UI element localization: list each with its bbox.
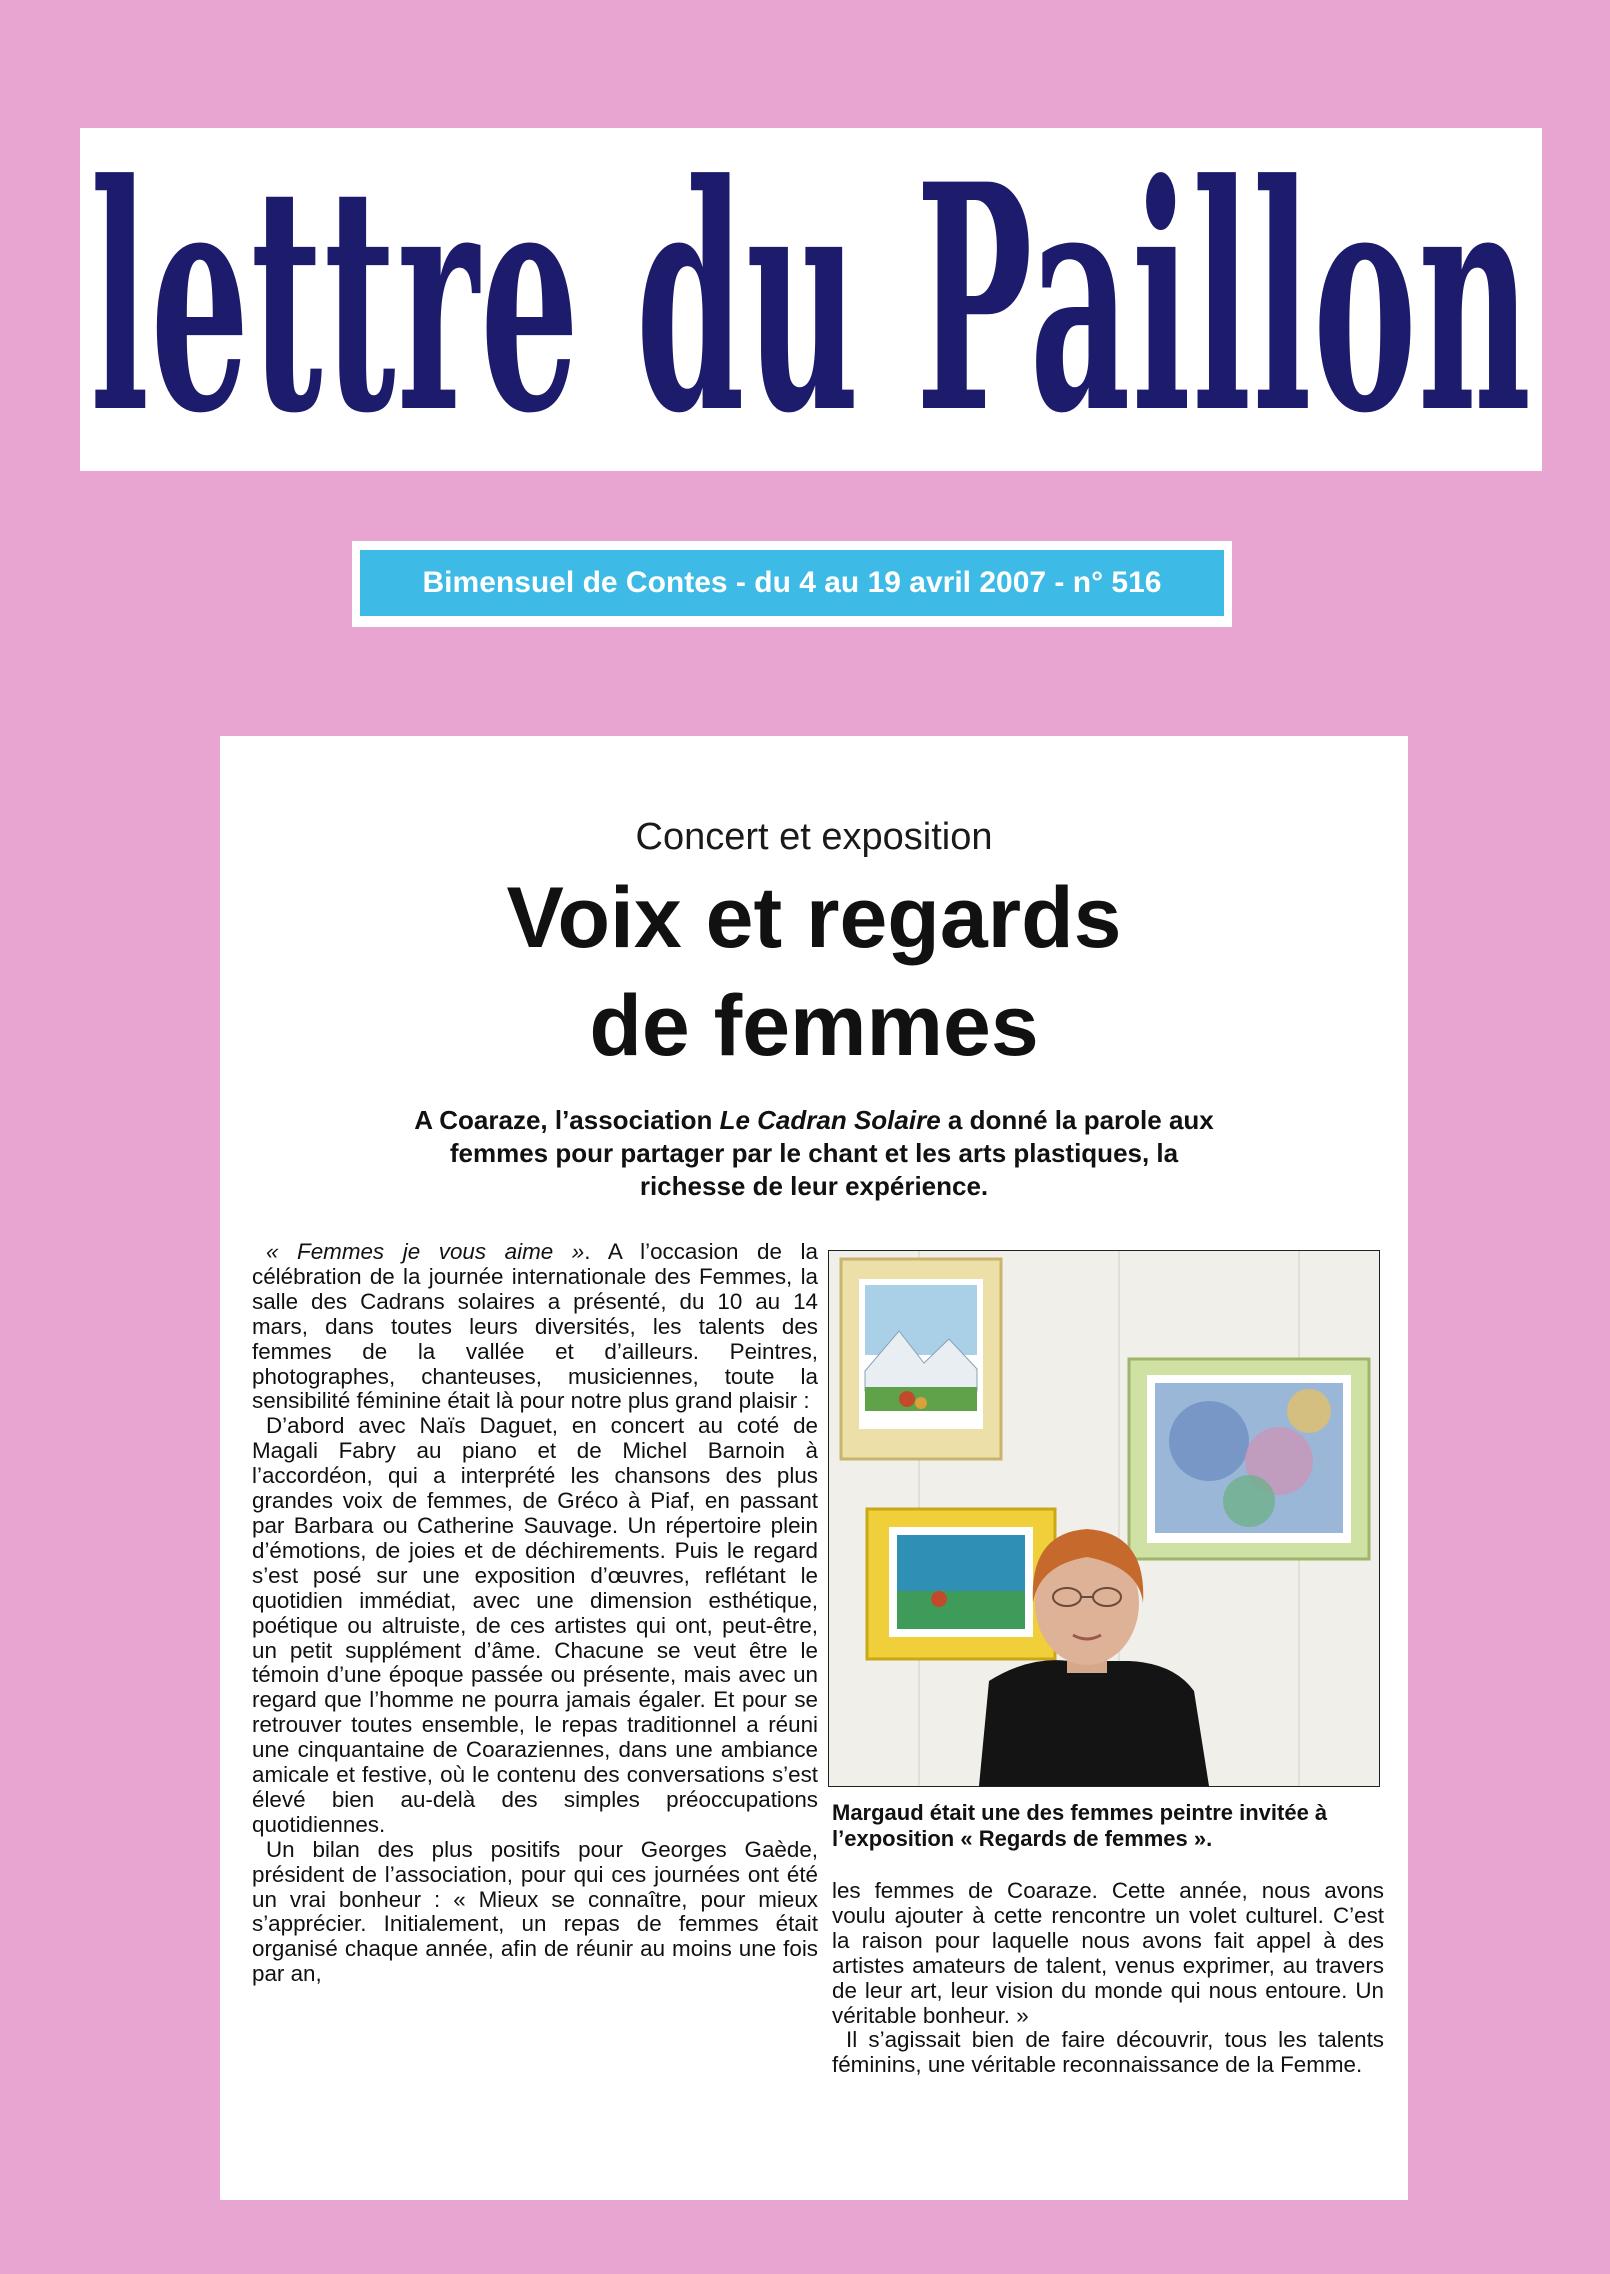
headline-line-1: Voix et regards <box>506 870 1122 966</box>
article-clipping <box>220 736 1408 2200</box>
paragraph-4: Il s’agissait bien de faire découvrir, tous les talents féminins, une véritable reconnaissance de la Femme. <box>832 2027 1384 2078</box>
paragraph-1 <box>252 1240 818 1414</box>
article-headline <box>220 864 1408 1080</box>
edition-band <box>360 550 1224 616</box>
article-lead <box>220 1104 1408 1203</box>
headline-line-2: de femmes <box>589 978 1039 1074</box>
lead-after: a donné la parole aux femmes pour partager par le chant et les arts plastiques, la richesse de leur expérience. <box>449 1105 1214 1201</box>
paragraph-3: Un bilan des plus positifs pour Georges Gaède, président de l’association, pour qui ces journées ont été un vrai bonheur : « Mieux se connaître, pour mieux s’apprécier. Initialement, un repas de femmes était organisé chaque année, afin de réunir au moins une fois par an, <box>252 1836 818 1987</box>
p1-rest: . A l’occasion de la célébration de la journée internationale des Femmes, la salle des Cadrans solaires a présenté, du 10 au 14 mars, dans toutes leurs diversités, les talents des femmes de la vallée et d’ailleurs. Peintres, photographes, chanteuses, musiciennes, toute la sensibilité féminine était là pour notre plus grand plaisir : <box>252 1239 818 1414</box>
article-column-right <box>832 1879 1384 2078</box>
masthead-title: lettre du Paillon <box>89 128 1533 471</box>
painting-frame-3 <box>867 1509 1055 1659</box>
article-kicker: Concert et exposition <box>635 816 993 858</box>
photo-caption: Margaud était une des femmes peintre invitée à l’exposition « Regards de femmes ». <box>832 1800 1328 1851</box>
lead-before: A Coaraze, l’association <box>414 1105 713 1135</box>
article-column-left <box>252 1240 818 1987</box>
painting-frame-1 <box>841 1259 1001 1459</box>
painting-frame-2 <box>1129 1359 1369 1559</box>
paragraph-3-continued: les femmes de Coaraze. Cette année, nous avons voulu ajouter à cette rencontre un volet culturel. C’est la raison pour laquelle nous avons fait appel à des artistes amateurs de talent, venus exprimer, au travers de leur art, leur vision du monde qui nous entoure. Un véritable bonheur. » <box>832 1878 1384 2028</box>
article-photo <box>828 1250 1380 1787</box>
lead-italic: Le Cadran Solaire <box>719 1105 941 1135</box>
edition-line: Bimensuel de Contes - du 4 au 19 avril 2007 - n° 516 <box>422 566 1162 599</box>
p1-italic: « Femmes je vous aime » <box>266 1239 585 1264</box>
masthead <box>80 128 1542 471</box>
photo-illustration <box>829 1251 1379 1786</box>
edition-strip <box>352 541 1232 627</box>
paragraph-2: D’abord avec Naïs Daguet, en concert au coté de Magali Fabry au piano et de Michel Barnoin à l’accordéon, qui a interprété les chansons des plus grandes voix de femmes, de Gréco à Piaf, en passant par Barbara ou Catherine Sauvage. Un répertoire plein d’émotions, de joies et de déchirements. Puis le regard s’est posé sur une exposition d’œuvres, reflétant le quotidien immédiat, avec une dimension esthétique, poétique ou altruiste, de ces artistes qui ont, peut-être, un petit supplément d’âme. Chacune se veut être le témoin d’une époque passée ou présente, mais avec un regard que l’homme ne pourra jamais égaler. Et pour se retrouver toutes ensemble, le repas traditionnel a réuni une cinquantaine de Coaraziennes, dans une ambiance amicale et festive, où le contenu des conversations s’est élevé bien au-delà des simples préoccupations quotidiennes. <box>252 1413 818 1837</box>
